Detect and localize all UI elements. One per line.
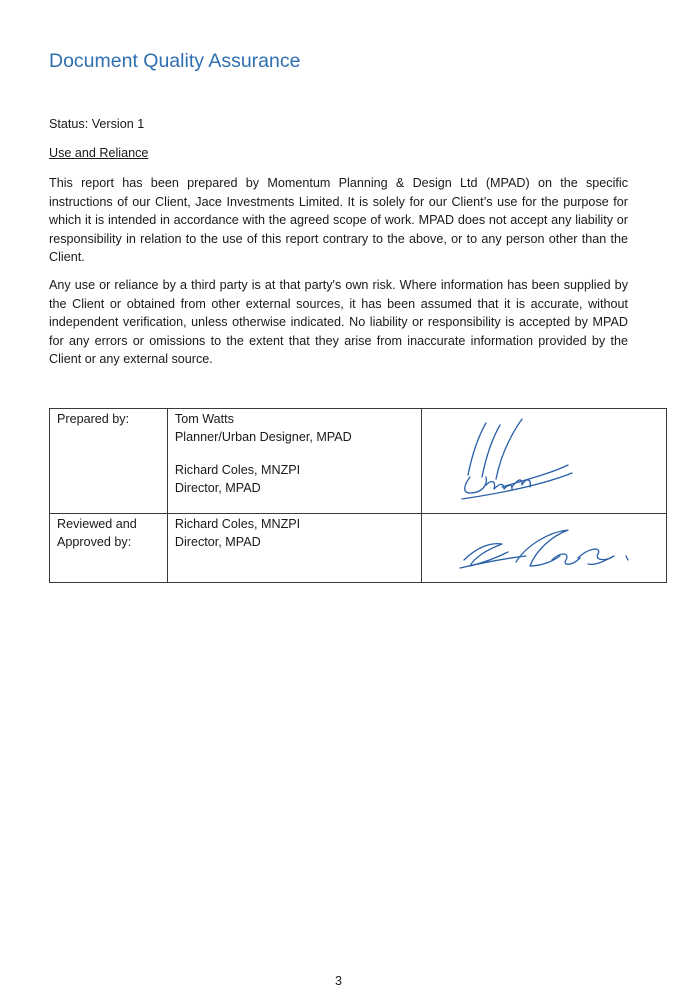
document-status: Status: Version 1 — [49, 117, 145, 131]
second-preparer-role: Director, MPAD — [174, 480, 261, 495]
prepared-by-signature — [442, 415, 582, 505]
paragraph-1: This report has been prepared by Momentum Planning & Design Ltd (MPAD) on the specific instructions of our Client, Jace Investments Limited. It is solely for our Client’s use for the purpose for which it is intended in accordance with the agreed scope of work. MPAD does not accept any liability or responsibility in relation to the use of this report contrary to the above, or to any person other than the Client. — [49, 176, 628, 265]
preparer-role: Planner/Urban Designer, MPAD — [174, 429, 352, 444]
prepared-signature-cell — [421, 409, 666, 514]
prepared-by-people-cell — [167, 409, 421, 514]
table-row-reviewed — [50, 514, 667, 583]
section-heading-use-and-reliance: Use and Reliance — [49, 146, 149, 160]
reviewed-label-line-1: Reviewed and — [57, 517, 137, 531]
paragraph-2: Any use or reliance by a third party is at that party's own risk. Where information has been supplied by the Client or obtained from other external sources, it has been assumed that it is accurate, without independent verification, unless otherwise indicated. No liability or responsibility is accepted by MPAD for any errors or omissions to the extent that they arise from inaccurate information provided by the Client or any external source. — [49, 278, 628, 367]
quality-assurance-table — [49, 408, 667, 583]
reviewed-label-line-2: Approved by: — [57, 534, 132, 549]
reviewed-by-people-cell — [167, 514, 421, 583]
page-title: Document Quality Assurance — [49, 50, 301, 72]
reviewed-signature-cell — [421, 514, 666, 583]
table-row-prepared — [50, 409, 667, 514]
prepared-by-label-cell — [50, 409, 168, 514]
preparer-name: Tom Watts — [174, 412, 234, 426]
reviewer-name: Richard Coles, MNZPI — [174, 517, 301, 531]
reviewer-role: Director, MPAD — [174, 534, 261, 549]
second-preparer-name: Richard Coles, MNZPI — [174, 463, 301, 477]
prepared-by-label: Prepared by: — [57, 412, 130, 426]
reviewed-by-signature — [456, 522, 636, 578]
page-number: 3 — [334, 974, 342, 988]
reviewed-by-label-cell — [50, 514, 168, 583]
